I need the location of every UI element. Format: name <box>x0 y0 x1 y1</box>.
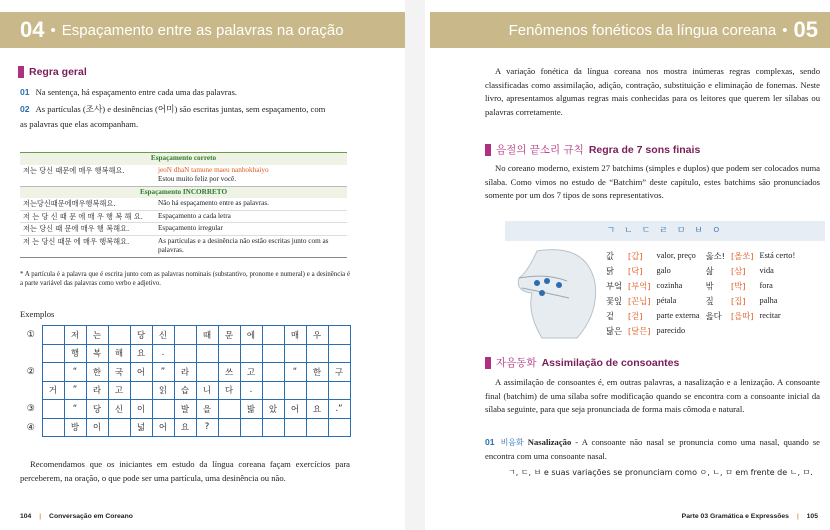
grid-cell <box>262 381 284 400</box>
grid-cell: 매 <box>284 326 306 345</box>
word-row <box>603 323 798 338</box>
word-kr2: 읊다 <box>705 310 722 321</box>
word-pr2: [박] <box>730 280 746 291</box>
word-pr: [걷] <box>628 310 643 321</box>
grid-cell: 요 <box>174 418 196 437</box>
grid-cell: 한 <box>306 363 328 382</box>
section-marker-icon <box>485 357 491 369</box>
word-kr: 겉 <box>606 310 615 321</box>
word-pr2: [읍따] <box>730 310 754 321</box>
grid-cell: 한 <box>86 363 108 382</box>
grid-cell <box>328 326 350 345</box>
word-pt: pétala <box>656 296 677 305</box>
word-kr: 부엌 <box>606 280 623 291</box>
word-row <box>603 278 798 293</box>
grid-row <box>20 326 350 345</box>
word-row <box>603 308 798 323</box>
example-number <box>20 381 42 400</box>
part-title: Parte 03 Gramática e Expressões <box>681 513 789 520</box>
grid-cell <box>262 344 284 363</box>
grid-cell: 당 <box>130 326 152 345</box>
grid-row <box>20 418 350 437</box>
grid-cell: 이 <box>130 400 152 419</box>
section-marker-icon <box>485 144 491 156</box>
grid-cell <box>42 363 64 382</box>
word-pt2: palha <box>759 296 778 305</box>
grid-cell <box>42 418 64 437</box>
grid-cell: 읽 <box>152 381 174 400</box>
grid-cell <box>174 344 196 363</box>
word-row <box>603 293 798 308</box>
word-pt2 <box>757 323 799 338</box>
item-text: As partículas (조사) e desinências (어미) são escritas juntas, sem espaçamento, com <box>35 104 326 114</box>
grid-cell: 당 <box>86 400 108 419</box>
left-page <box>0 0 405 530</box>
grid-cell: 습 <box>174 381 196 400</box>
chapter-title: Espaçamento entre as palavras na oração <box>61 21 344 39</box>
grid-cell: . <box>152 344 174 363</box>
mouth-diagram-image <box>507 243 602 343</box>
spacing-example-table <box>20 152 347 258</box>
word-kr: 꽃잎 <box>606 295 623 306</box>
grid-cell: ” <box>152 363 174 382</box>
grid-cell <box>328 344 350 363</box>
word-pr2 <box>728 323 757 338</box>
grid-cell: 우 <box>306 326 328 345</box>
representative-consonants: ㄱ ㄴ ㄷ ㄹ ㅁ ㅂ ㅇ <box>505 221 825 241</box>
closing-paragraph: Recomendamos que os iniciantes em estudo da língua coreana façam exercícios para perceberem, na oração, o que pode ser uma partícula, uma desinência ou não. <box>20 459 350 483</box>
grid-cell: 문 <box>218 326 240 345</box>
grid-cell: 다 <box>218 381 240 400</box>
grid-cell: 니 <box>196 381 218 400</box>
incorrect-pt: As partículas e a desinência não estão escritas junto com as palavras. <box>158 236 329 254</box>
grid-cell <box>196 344 218 363</box>
grid-cell: 는 <box>86 326 108 345</box>
word-kr: 닭 <box>606 265 615 276</box>
examples-label: Exemplos <box>20 309 55 319</box>
grid-cell <box>262 363 284 382</box>
left-footer <box>20 513 133 520</box>
grid-cell: ” <box>64 381 86 400</box>
grid-cell: “ <box>64 363 86 382</box>
grid-cell: 어 <box>152 418 174 437</box>
example-number: ③ <box>26 403 35 414</box>
grid-cell <box>218 418 240 437</box>
grid-cell: 넓 <box>130 418 152 437</box>
page-gutter <box>405 0 425 530</box>
grid-cell: 저 <box>64 326 86 345</box>
word-pr: [달믄] <box>628 325 651 336</box>
grid-cell: 고 <box>108 381 130 400</box>
word-pr: [부억] <box>628 280 651 291</box>
example-number: ② <box>26 366 35 377</box>
word-pr: [닥] <box>628 265 643 276</box>
sec2-paragraph: A assimilação de consoantes é, em outras palavras, a nasalização e a lenização. A consoante final (batchim) de uma sílaba sofre modificação quando se encontra com a consoante inicial da sílaba seguinte, para que seja pronunciada de forma mais cômoda e natural. <box>485 377 820 414</box>
chapter-number: 04 <box>20 17 45 42</box>
grid-cell: 에 <box>240 326 262 345</box>
word-list <box>603 248 798 338</box>
grid-row <box>20 344 350 363</box>
grid-cell: 고 <box>240 363 262 382</box>
item-korean: 비음화 <box>500 438 524 447</box>
incorrect-pt: Não há espaçamento entre as palavras. <box>158 199 269 207</box>
chapter-title: Fenômenos fonéticos da língua coreana <box>508 21 777 39</box>
grid-cell: 행 <box>64 344 86 363</box>
word-kr2 <box>703 323 728 338</box>
intro-paragraph: A variação fonética da língua coreana nos mostra inúmeras regras complexas, sendo classificadas como assimilação, adição, contração, substituição e eliminação de fonemas. Neste livro, apresentamos algumas regras mais conhecidas para os leitores que querem ler sílabas ou palavras corretamente. <box>485 66 820 117</box>
word-kr2: 밖 <box>705 280 714 291</box>
word-pt2: vida <box>759 266 774 275</box>
grid-cell <box>240 344 262 363</box>
word-pr2: [삼] <box>730 265 746 276</box>
word-kr: 닮은 <box>606 325 623 336</box>
word-pt2: Está certo! <box>759 251 796 260</box>
section-title: Assimilação de consoantes <box>541 356 680 369</box>
section-marker-icon <box>18 66 24 78</box>
header-bullet: • <box>50 21 56 39</box>
grid-cell <box>284 381 306 400</box>
grid-cell <box>240 418 262 437</box>
correct-header: Espaçamento correto <box>150 154 217 162</box>
grid-cell: . <box>240 381 262 400</box>
word-pt: cozinha <box>656 281 683 290</box>
nasalization-rule: ㄱ, ㄷ, ㅂ e suas variações se pronunciam como ㅇ, ㄴ, ㅁ em frente de ㄴ, ㅁ. <box>508 468 813 477</box>
item-text: Na sentença, há espaçamento entre cada uma das palavras. <box>35 87 237 97</box>
grid-cell: 발 <box>174 400 196 419</box>
grid-cell: 어 <box>130 363 152 382</box>
grid-cell: 요 <box>306 400 328 419</box>
example-number: ④ <box>26 421 35 432</box>
grid-cell: ? <box>196 418 218 437</box>
incorrect-kr: 저 는 당신 때문 에 매우 행복해요. <box>23 236 130 246</box>
section-assimilacao <box>485 355 679 370</box>
word-row <box>603 263 798 278</box>
incorrect-kr: 저는 당신 때 문에 매우 행 복해요. <box>23 224 130 233</box>
grid-cell <box>328 418 350 437</box>
page-number: 105 <box>806 513 818 520</box>
word-row <box>603 248 798 263</box>
section-title: Regra de 7 sons finais <box>588 143 701 156</box>
word-pt: galo <box>656 266 671 275</box>
grid-cell: 국 <box>108 363 130 382</box>
example-number <box>20 344 42 363</box>
word-pr2: [집] <box>730 295 746 306</box>
right-page <box>425 0 830 530</box>
grid-cell <box>262 418 284 437</box>
grid-cell: 어 <box>284 400 306 419</box>
section-regra-geral <box>18 66 87 78</box>
sec1-paragraph: No coreano moderno, existem 27 batchims (simples e duplos) que podem ser colocados numa sílaba. Como vimos no estudo de “Batchim” deste capítulo, estes batchims são pronunciados somente por um dos 7 tipos de sons representativos. <box>485 163 820 200</box>
grid-cell: 방 <box>64 418 86 437</box>
grid-cell: 밟 <box>240 400 262 419</box>
grid-cell <box>108 326 130 345</box>
word-pt2: recitar <box>759 311 781 320</box>
grid-cell: 라 <box>174 363 196 382</box>
grid-cell <box>152 400 174 419</box>
grid-row <box>20 400 350 419</box>
word-pt: parte externa <box>656 311 700 320</box>
rule-item-02-cont: as palavras que elas acompanham. <box>20 119 139 129</box>
grid-cell <box>196 363 218 382</box>
incorrect-kr: 저 는 당 신 때 문 에 매 우 행 복 해 요. <box>23 211 143 221</box>
footnote: * A partícula é a palavra que é escrita junto com as palavras nominais (substantivo, pronome e numeral) e a desinência é a parte variável das palavras como verbo e adjetivo. <box>20 271 350 287</box>
word-pr2: [올쏘] <box>730 250 754 261</box>
item-number: 01 <box>485 437 495 447</box>
writing-grid <box>20 325 351 437</box>
word-pr: [갑] <box>628 250 643 261</box>
grid-cell <box>328 381 350 400</box>
grid-cell: 해 <box>108 344 130 363</box>
grid-cell <box>42 400 64 419</box>
grid-cell: 때 <box>196 326 218 345</box>
item-title: Nasalização <box>527 437 572 447</box>
incorrect-kr: 저는당신때문에매우행복해요. <box>23 199 116 208</box>
word-pt: valor, preço <box>656 251 696 260</box>
grid-cell: 라 <box>86 381 108 400</box>
incorrect-pt: Espaçamento a cada letra <box>158 211 231 220</box>
grid-cell: 이 <box>86 418 108 437</box>
grid-cell <box>42 326 64 345</box>
grid-cell <box>218 400 240 419</box>
example-number: ① <box>26 329 35 340</box>
correct-translation: jeoN dhaN tamune maeu nanbokhaiyo Estou muito feliz por você. <box>158 165 269 183</box>
grid-cell <box>284 344 306 363</box>
grid-cell: “ <box>284 363 306 382</box>
grid-cell: 거 <box>42 381 64 400</box>
word-kr2: 옳소! <box>705 250 725 261</box>
grid-cell: 요 <box>130 344 152 363</box>
grid-cell <box>306 381 328 400</box>
word-kr: 값 <box>606 250 615 261</box>
grid-cell <box>130 381 152 400</box>
word-kr2: 짚 <box>705 295 714 306</box>
grid-cell: .” <box>328 400 350 419</box>
grid-cell: “ <box>64 400 86 419</box>
incorrect-header: Espaçamento INCORRETO <box>139 187 228 196</box>
grid-cell <box>284 418 306 437</box>
grid-cell: 았 <box>262 400 284 419</box>
grid-row <box>20 381 350 400</box>
grid-cell <box>306 418 328 437</box>
section-title-korean: 음절의 끝소리 규칙 <box>496 144 584 156</box>
page-number: 104 <box>20 513 32 520</box>
word-pt2: fora <box>759 281 773 290</box>
item-number: 01 <box>20 87 30 97</box>
left-header <box>0 12 405 48</box>
item-nasalizacao <box>485 436 820 463</box>
incorrect-pt: Espaçamento irregular <box>158 224 223 232</box>
right-header <box>430 12 830 48</box>
grid-cell <box>306 344 328 363</box>
grid-cell <box>218 344 240 363</box>
grid-cell: 신 <box>108 400 130 419</box>
grid-row <box>20 363 350 382</box>
item-text: - A consoante não nasal se pronuncia como uma nasal, quando se encontra com uma consoante nasal. <box>485 437 820 461</box>
grid-cell: 신 <box>152 326 174 345</box>
grid-cell <box>262 326 284 345</box>
section-7-sons <box>485 142 700 157</box>
grid-cell <box>42 344 64 363</box>
footer-separator: | <box>39 513 42 520</box>
right-footer <box>682 513 818 520</box>
book-title: Conversação em Coreano <box>49 513 133 520</box>
item-number: 02 <box>20 104 30 114</box>
word-pt: parecido <box>656 326 686 335</box>
section-title: Regra geral <box>29 66 87 78</box>
grid-cell <box>108 418 130 437</box>
word-pr: [꼰닙] <box>628 295 651 306</box>
correct-korean: 저는 당신 때문에 매우 행복해요. <box>23 165 125 175</box>
chapter-number: 05 <box>793 17 818 42</box>
rule-item-02 <box>20 103 350 116</box>
header-bullet: • <box>782 21 788 39</box>
grid-cell: 쓰 <box>218 363 240 382</box>
word-kr2: 삶 <box>705 265 714 276</box>
rule-item-01 <box>20 86 237 99</box>
grid-cell <box>174 326 196 345</box>
section-title-korean: 자음동화 <box>496 357 537 369</box>
grid-cell: 구 <box>328 363 350 382</box>
grid-cell: 을 <box>196 400 218 419</box>
footer-separator: | <box>796 513 799 520</box>
grid-cell: 복 <box>86 344 108 363</box>
